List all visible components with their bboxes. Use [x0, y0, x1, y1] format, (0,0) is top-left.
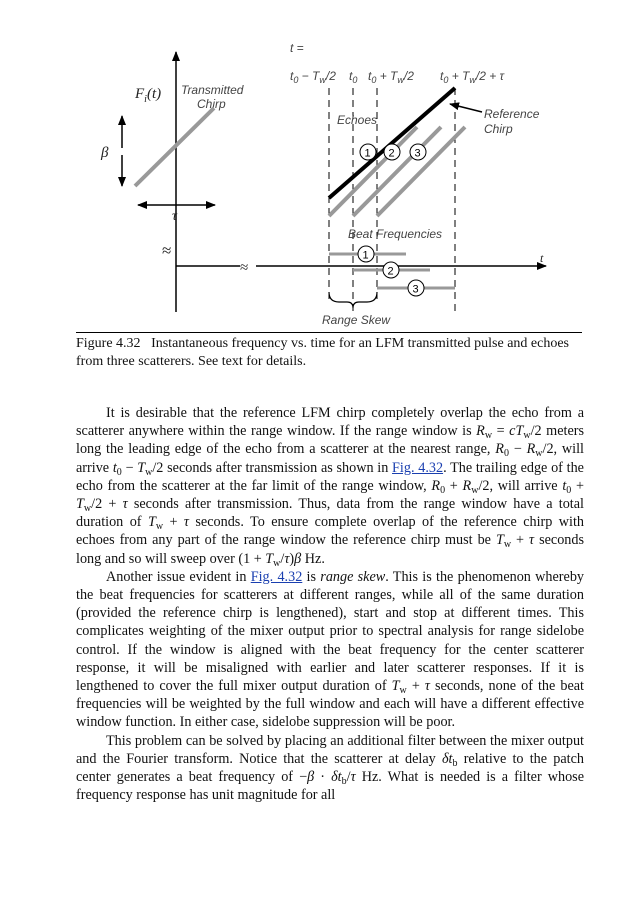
time-axis-break: ≈: [240, 260, 249, 276]
figure-caption: [76, 335, 576, 371]
tick-label-4: $t_0 + T_w/2 + \tau$: [440, 69, 505, 85]
tau-label: τ: [172, 209, 178, 224]
body-text: [76, 404, 584, 804]
beta-label: β: [101, 145, 109, 161]
tick-label-3: $t_0 + T_w/2$: [368, 69, 414, 85]
svg-text:1: 1: [364, 147, 371, 160]
fig-4-32-link-1[interactable]: Fig. 4.32: [392, 459, 444, 476]
reference-chirp-label-2: Chirp: [484, 122, 513, 136]
figure-4-32: [0, 0, 636, 335]
tick-label-1: $t_0 - T_w/2$: [290, 69, 336, 85]
svg-text:2: 2: [388, 147, 395, 160]
echo-marker-1: [360, 144, 376, 160]
caption-text: Instantaneous frequency vs. time for an LFM transmitted pulse and echoes from three scatterers. See text for details.: [76, 336, 570, 369]
transmitted-chirp-label-2: Chirp: [197, 97, 226, 111]
svg-text:3: 3: [414, 147, 421, 160]
beat-frequencies-label: Beat Frequencies: [348, 227, 443, 241]
fi-label: $F_i(t)$: [135, 86, 162, 105]
caption-rule: [76, 332, 582, 333]
range-skew-label: Range Skew: [322, 313, 391, 327]
beat-marker-1: [358, 246, 374, 262]
paragraph-3: This problem can be solved by placing an additional filter between the mixer output and the Fourier transform. Notice that the scatterer at delay $\delta t_b$ relative to the patch center generates a beat frequency of $-\beta \cdot \delta t_b/\tau$ Hz. What is needed is a filter whose frequency response has unit magnitude for all: [76, 732, 584, 804]
caption-label: Figure 4.32: [76, 336, 141, 351]
svg-text:1: 1: [362, 249, 369, 262]
t-equals-label: t =: [290, 41, 304, 55]
reference-chirp-line: [329, 88, 455, 198]
paragraph-1: It is desirable that the reference LFM chirp completely overlap the echo from a scatterer anywhere within the range window. If the range window is $R_w = cT_w/2$ meters long the leading edge of the echo from a scatterer at the nearest range, $R_0 - R_w/2$, will arrive $t_0 - T_w/2$ seconds after transmission as shown in Fig. 4.32. The trailing edge of the echo from the scatterer at the far limit of the range window, $R_0 + R_w/2$, will arrive $t_0 + T_w/2 + \tau$ seconds after transmission. Thus, data from the range window have a total duration of $T_w + \tau$ seconds. To ensure complete overlap of the reference chirp with echoes from any part of the range window the reference chirp must be $T_w + \tau$ seconds long and so will sweep over $(1 + T_w/\tau)\beta$ Hz.: [76, 405, 584, 569]
reference-chirp-label: Reference: [484, 107, 540, 121]
paragraph-2: Another issue evident in Fig. 4.32 is range skew. This is the phenomenon whereby the beat frequencies for scatterers at different ranges, while all of the same duration (provided the reference chirp is lengthened), start and stop at different times. This complicates weighting of the mixer output prior to spectral analysis for range sidelobe control. If the window is aligned with the beat frequency for the center scatterer response, it will be misaligned with earlier and later scatterer responses. If it is lengthened to cover the full mixer output duration of $T_w + \tau$ seconds, none of the beat frequencies will be weighted by the full window and each will have a different effective window function. In either case, sidelobe suppression will be poor.: [76, 568, 585, 731]
svg-text:2: 2: [387, 265, 394, 278]
svg-text:3: 3: [412, 283, 419, 296]
beat-marker-2: [383, 262, 399, 278]
tick-label-2: $t_0$: [349, 69, 358, 85]
echo-marker-2: [384, 144, 400, 160]
echo-marker-3: [410, 144, 426, 160]
t-axis-label: t: [540, 251, 544, 265]
fig-4-32-link-2[interactable]: Fig. 4.32: [250, 568, 303, 585]
transmitted-chirp-line: [135, 108, 214, 186]
reference-arrow: [450, 104, 482, 112]
frequency-axis-break: ≈: [162, 241, 172, 260]
echo-line-1: [329, 127, 417, 216]
beat-marker-3: [408, 280, 424, 296]
echoes-label: Echoes: [337, 113, 378, 127]
echo-line-3: [377, 127, 465, 216]
transmitted-chirp-label: Transmitted: [181, 83, 244, 97]
